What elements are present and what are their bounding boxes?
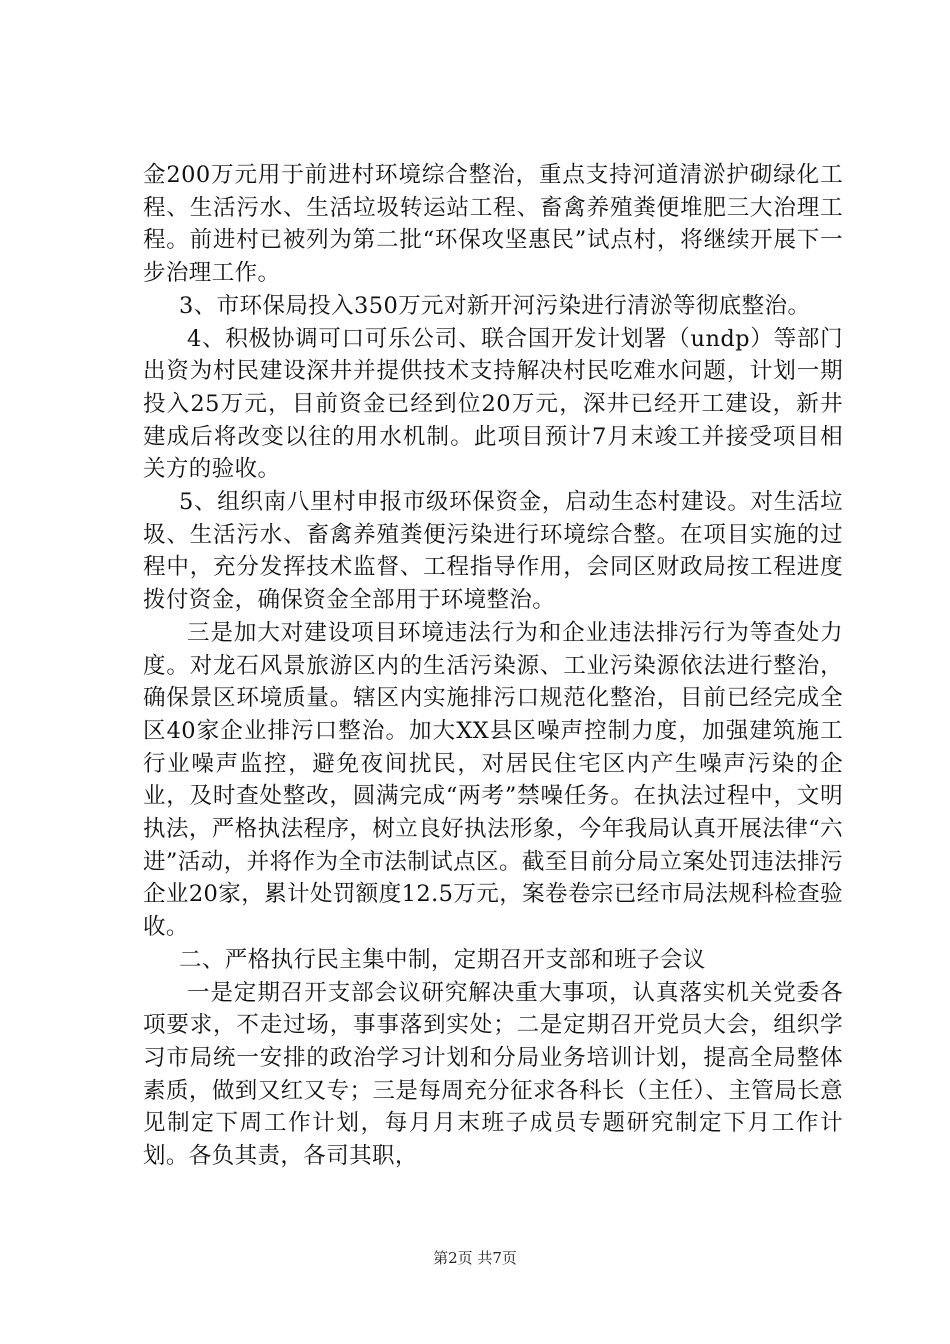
paragraph-funding-continuation: 金200万元用于前进村环境综合整治，重点支持河道清淤护砌绿化工程、生活污水、生活垃圾转运站工程、畜禽养殖粪便堆肥三大治理工程。前进村已被列为第二批“环保攻坚惠民”试点村，将继续开展下一步治理工作。 xyxy=(143,162,843,287)
document-body xyxy=(143,159,843,1173)
paragraph-item-3: 3、市环保局投入350万元对新开河污染进行清淤等彻底整治。 xyxy=(179,292,811,319)
paragraph-item-4: 4、积极协调可口可乐公司、联合国开发计划署（undp）等部门出资为村民建设深井并提供技术支持解决村民吃难水问题，计划一期投入25万元，目前资金已经到位20万元，深井已经开工建设，新井建成后将改变以往的用水机制。此项目预计7月末竣工并接受项目相关方的验收。 xyxy=(143,325,843,483)
paragraph-item-5: 5、组织南八里村申报市级环保资金，启动生态村建设。对生活垃圾、生活污水、畜禽养殖粪便污染进行环境综合整。在项目实施的过程中，充分发挥技术监督、工程指导作用，会同区财政局按工程进度拨付资金，确保资金全部用于环境整治。 xyxy=(143,489,843,614)
paragraph-meetings: 一是定期召开支部会议研究解决重大事项，认真落实机关党委各项要求，不走过场，事事落到实处；二是定期召开党员大会，组织学习市局统一安排的政治学习计划和分局业务培训计划，提高全局整体素质，做到又红又专；三是每周充分征求各科长（主任）、主管局长意见制定下周工作计划，每月月末班子成员专题研究制定下月工作计划。各负其责，各司其职， xyxy=(143,979,843,1170)
page-number-footer: 第2页 共7页 xyxy=(433,1249,517,1267)
paragraph-enforcement: 三是加大对建设项目环境违法行为和企业违法排污行为等查处力度。对龙石风景旅游区内的生活污染源、工业污染源依法进行整治，确保景区环境质量。辖区内实施排污口规范化整治，目前已经完成全区40家企业排污口整治。加大XX县区噪声控制力度，加强建筑施工行业噪声监控，避免夜间扰民，对居民住宅区内产生噪声污染的企业，及时查处整改，圆满完成“两考”禁噪任务。在执法过程中，文明执法，严格执法程序，树立良好执法形象，今年我局认真开展法律“六进”活动，并将作为全市法制试点区。截至目前分局立案处罚违法排污企业20家，累计处罚额度12.5万元，案卷卷宗已经市局法规科检查验收。 xyxy=(143,619,843,941)
section-heading-democratic-centralism: 二、严格执行民主集中制，定期召开支部和班子会议 xyxy=(179,946,706,973)
